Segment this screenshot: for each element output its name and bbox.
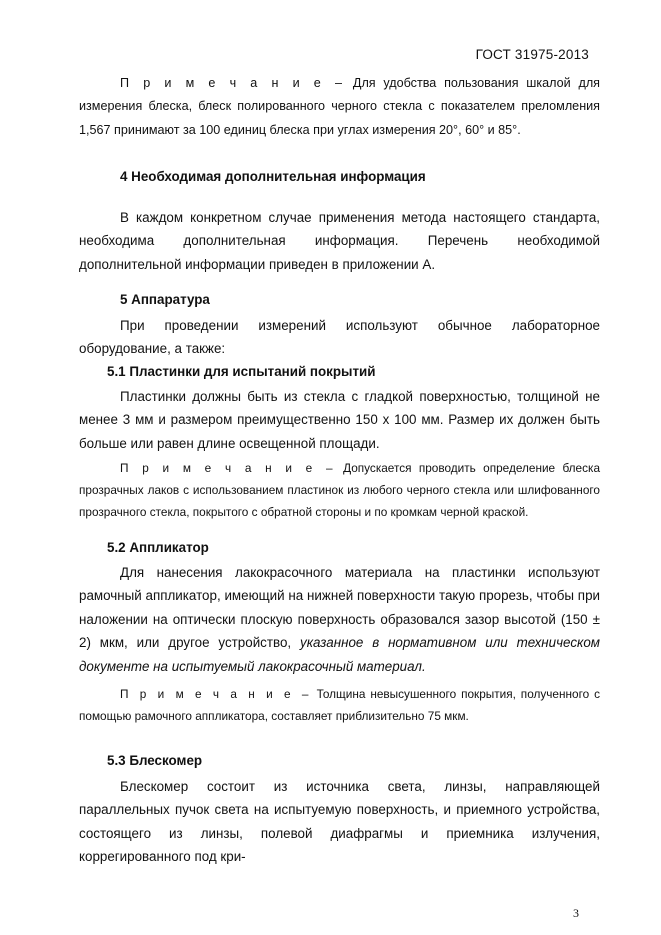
page-number: 3 [573, 906, 579, 920]
note-text: Толщина невысушенного покрытия, полученного с помощью рамочного аппликатора, составляет приблизительно 75 мкм. [79, 687, 600, 723]
section-5-3-text: Блескомер состоит из источника света, линзы, направляющей параллельных пучок света на испытуемую поверхность, и приемного устройства, состоящего из линзы, полевой диафрагмы и приемника излучения, коррегированного под кри- [79, 779, 600, 865]
section-5-2-body [79, 561, 600, 678]
note-text: Допускается проводить определение блеска прозрачных лаков с использованием пластинок из любого черного стекла или шлифованного прозрачного стекла, покрытого с обратной стороны и по кромкам черной краской. [79, 461, 600, 519]
section-5-2-text: Для нанесения лакокрасочного материала на пластинки используют рамочный аппликатор, имеющий на нижней поверхности такую прорезь, чтобы при наложении на оптически плоскую поверхность образовался зазор высотой (150 ± 2) мкм, или другое устройство, [79, 565, 600, 651]
note-gloss-scale [79, 72, 600, 142]
section-4-text: В каждом конкретном случае применения метода настоящего стандарта, необходима дополнительная информация. Перечень необходимой дополнительной информации приведен в приложении А. [79, 210, 600, 272]
section-5-3 [79, 753, 600, 768]
note-label: П р и м е ч а н и е – [120, 687, 312, 701]
note-text-a: Для удобства пользования шкалой для измерения блеска, [79, 76, 600, 114]
section-5-2-note [79, 683, 600, 727]
section-5-2-heading: 5.2 Аппликатор [107, 540, 209, 555]
standard-code-header: ГОСТ 31975-2013 [475, 47, 589, 62]
section-5-heading: 5 Аппаратура [120, 292, 210, 307]
section-5-3-body [79, 775, 600, 869]
section-5-3-heading: 5.3 Блескомер [107, 753, 203, 768]
section-5-text: При проведении измерений используют обычное лабораторное оборудование, а также: [79, 318, 600, 357]
note-text-b: блеск полированного черного стекла с показателем преломления 1,567 принимают за 100 единиц блеска при углах измерения 20°, 60° и 85°. [79, 99, 600, 137]
section-5-2-text-italic: указанное в нормативном или техническом документе на испытуемый лакокрасочный материал. [79, 635, 600, 674]
section-4-heading: 4 Необходимая дополнительная информация [120, 169, 426, 184]
section-5-2 [79, 540, 600, 555]
section-5-1-note [79, 457, 600, 523]
section-4-body [79, 206, 600, 276]
note-label: П р и м е ч а н и е – [120, 76, 346, 90]
section-5-1 [79, 364, 600, 379]
section-5-1-heading: 5.1 Пластинки для испытаний покрытий [107, 364, 376, 379]
section-5 [79, 292, 600, 307]
note-label: П р и м е ч а н и е – [120, 461, 336, 475]
section-4 [79, 169, 600, 184]
section-5-body [79, 314, 600, 361]
section-5-1-text: Пластинки должны быть из стекла с гладкой поверхностью, толщиной не менее 3 мм и размером преимущественно 150 х 100 мм. Размер их должен быть больше или равен длине освещенной площади. [79, 389, 600, 451]
section-5-1-body [79, 385, 600, 455]
